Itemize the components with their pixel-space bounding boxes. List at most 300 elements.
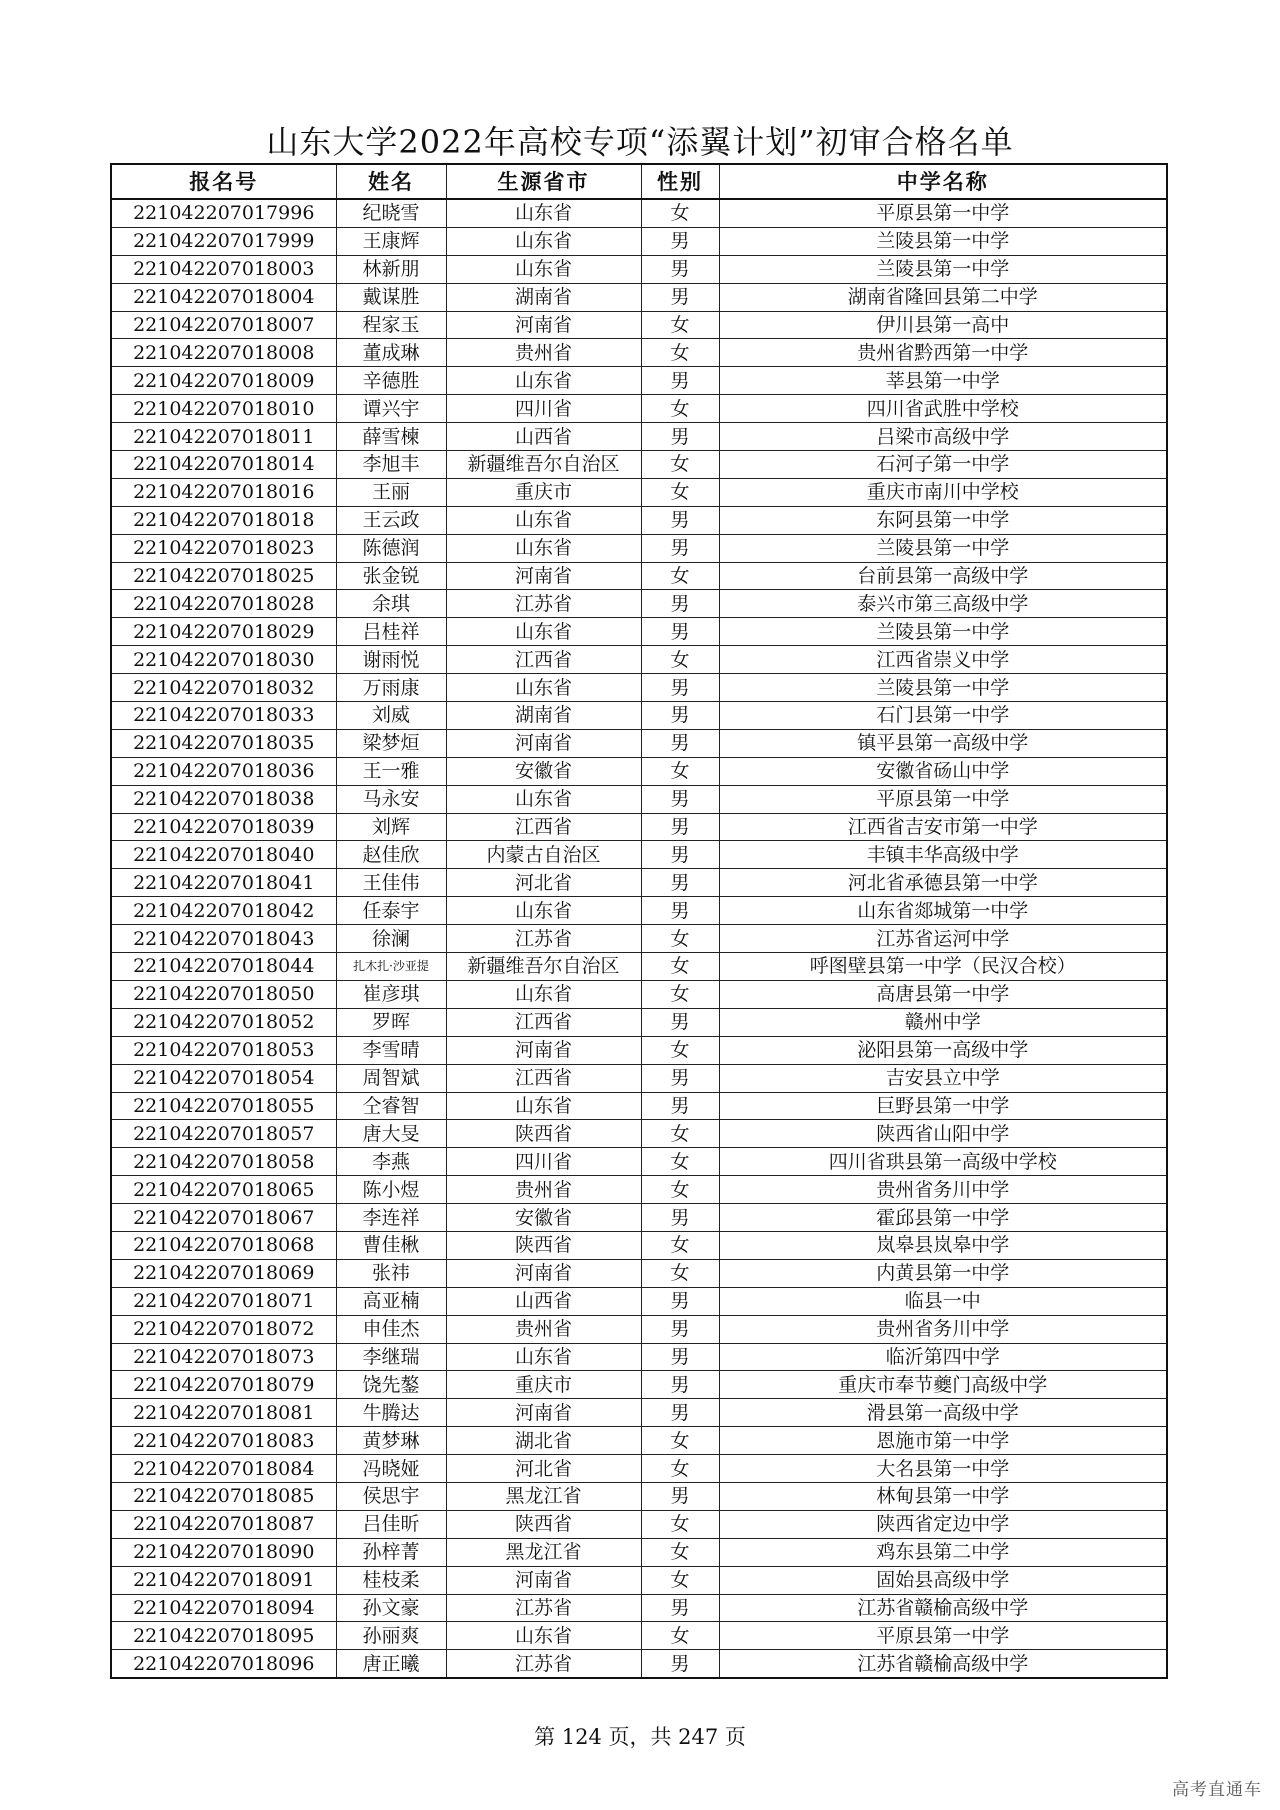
table-row xyxy=(111,1148,1167,1176)
name-cell: 申佳杰 xyxy=(336,1315,446,1343)
province-cell: 山东省 xyxy=(446,199,641,227)
gender-cell: 男 xyxy=(641,227,719,255)
school-cell: 吕梁市高级中学 xyxy=(719,423,1167,451)
registration-number-cell: 221042207018072 xyxy=(111,1315,336,1343)
gender-cell: 男 xyxy=(641,1064,719,1092)
registration-number-cell: 221042207018079 xyxy=(111,1371,336,1399)
school-cell: 大名县第一中学 xyxy=(719,1455,1167,1483)
registration-number-cell: 221042207018018 xyxy=(111,506,336,534)
table-row xyxy=(111,980,1167,1008)
name-cell: 谭兴宇 xyxy=(336,395,446,423)
gender-cell: 女 xyxy=(641,311,719,339)
name-cell: 唐大旻 xyxy=(336,1120,446,1148)
gender-cell: 男 xyxy=(641,1092,719,1120)
registration-number-cell: 221042207018029 xyxy=(111,618,336,646)
name-cell: 董成琳 xyxy=(336,339,446,367)
gender-cell: 男 xyxy=(641,1008,719,1036)
school-cell: 贵州省务川中学 xyxy=(719,1176,1167,1204)
registration-number-cell: 221042207018055 xyxy=(111,1092,336,1120)
registration-number-cell: 221042207018042 xyxy=(111,897,336,925)
registration-number-cell: 221042207018090 xyxy=(111,1538,336,1566)
school-cell: 兰陵县第一中学 xyxy=(719,674,1167,702)
name-cell: 崔彦琪 xyxy=(336,980,446,1008)
name-cell: 牛腾达 xyxy=(336,1399,446,1427)
school-cell: 重庆市奉节夔门高级中学 xyxy=(719,1371,1167,1399)
registration-number-cell: 221042207018039 xyxy=(111,813,336,841)
name-cell: 王丽 xyxy=(336,478,446,506)
table-row xyxy=(111,506,1167,534)
name-cell: 万雨康 xyxy=(336,674,446,702)
province-cell: 贵州省 xyxy=(446,1315,641,1343)
table-body xyxy=(111,199,1167,1678)
name-cell: 饶先鏊 xyxy=(336,1371,446,1399)
gender-cell: 男 xyxy=(641,1594,719,1622)
province-cell: 重庆市 xyxy=(446,478,641,506)
province-cell: 江西省 xyxy=(446,1008,641,1036)
school-cell: 滑县第一高级中学 xyxy=(719,1399,1167,1427)
province-cell: 山东省 xyxy=(446,506,641,534)
gender-cell: 女 xyxy=(641,1259,719,1287)
name-cell: 吕佳昕 xyxy=(336,1510,446,1538)
school-cell: 临县一中 xyxy=(719,1287,1167,1315)
table-row xyxy=(111,367,1167,395)
school-cell: 莘县第一中学 xyxy=(719,367,1167,395)
registration-number-cell: 221042207018081 xyxy=(111,1399,336,1427)
name-cell: 薛雪楝 xyxy=(336,423,446,451)
gender-cell: 女 xyxy=(641,199,719,227)
school-cell: 鸡东县第二中学 xyxy=(719,1538,1167,1566)
table-row xyxy=(111,618,1167,646)
name-cell: 陈德润 xyxy=(336,534,446,562)
registration-number-cell: 221042207018069 xyxy=(111,1259,336,1287)
name-cell: 王一雅 xyxy=(336,757,446,785)
school-cell: 湖南省隆回县第二中学 xyxy=(719,283,1167,311)
province-cell: 陕西省 xyxy=(446,1120,641,1148)
name-cell: 戴谋胜 xyxy=(336,283,446,311)
name-cell: 刘威 xyxy=(336,702,446,730)
gender-cell: 男 xyxy=(641,1399,719,1427)
registration-number-cell: 221042207018016 xyxy=(111,478,336,506)
province-cell: 江西省 xyxy=(446,813,641,841)
registration-number-cell: 221042207018004 xyxy=(111,283,336,311)
school-cell: 贵州省务川中学 xyxy=(719,1315,1167,1343)
registration-number-cell: 221042207018044 xyxy=(111,953,336,981)
gender-cell: 女 xyxy=(641,1510,719,1538)
gender-cell: 女 xyxy=(641,1231,719,1259)
gender-cell: 男 xyxy=(641,702,719,730)
province-cell: 陕西省 xyxy=(446,1231,641,1259)
registration-number-cell: 221042207018008 xyxy=(111,339,336,367)
province-cell: 四川省 xyxy=(446,1148,641,1176)
registration-number-cell: 221042207017996 xyxy=(111,199,336,227)
column-header-gender: 性别 xyxy=(641,164,719,199)
province-cell: 山东省 xyxy=(446,785,641,813)
school-cell: 镇平县第一高级中学 xyxy=(719,729,1167,757)
gender-cell: 女 xyxy=(641,953,719,981)
province-cell: 山东省 xyxy=(446,367,641,395)
province-cell: 湖南省 xyxy=(446,702,641,730)
column-header-registration-number: 报名号 xyxy=(111,164,336,199)
school-cell: 伊川县第一高中 xyxy=(719,311,1167,339)
province-cell: 河北省 xyxy=(446,1455,641,1483)
table-row xyxy=(111,1566,1167,1594)
registration-number-cell: 221042207018052 xyxy=(111,1008,336,1036)
registration-number-cell: 221042207018025 xyxy=(111,562,336,590)
school-cell: 石门县第一中学 xyxy=(719,702,1167,730)
table-row xyxy=(111,1510,1167,1538)
registration-number-cell: 221042207018083 xyxy=(111,1427,336,1455)
table-row xyxy=(111,1008,1167,1036)
table-row xyxy=(111,1594,1167,1622)
name-cell: 李雪晴 xyxy=(336,1036,446,1064)
table-row xyxy=(111,1287,1167,1315)
registration-number-cell: 221042207018030 xyxy=(111,646,336,674)
table-row xyxy=(111,590,1167,618)
registration-number-cell: 221042207018067 xyxy=(111,1204,336,1232)
name-cell: 刘辉 xyxy=(336,813,446,841)
province-cell: 河南省 xyxy=(446,729,641,757)
admission-list-table xyxy=(110,163,1168,1679)
school-cell: 江西省崇义中学 xyxy=(719,646,1167,674)
table-row xyxy=(111,813,1167,841)
province-cell: 湖北省 xyxy=(446,1427,641,1455)
province-cell: 山东省 xyxy=(446,255,641,283)
school-cell: 兰陵县第一中学 xyxy=(719,255,1167,283)
table-row xyxy=(111,1343,1167,1371)
province-cell: 江苏省 xyxy=(446,925,641,953)
gender-cell: 男 xyxy=(641,897,719,925)
table-row xyxy=(111,339,1167,367)
registration-number-cell: 221042207018054 xyxy=(111,1064,336,1092)
table-row xyxy=(111,562,1167,590)
table-row xyxy=(111,1622,1167,1650)
gender-cell: 男 xyxy=(641,869,719,897)
gender-cell: 男 xyxy=(641,1287,719,1315)
registration-number-cell: 221042207018007 xyxy=(111,311,336,339)
registration-number-cell: 221042207018023 xyxy=(111,534,336,562)
column-header-province: 生源省市 xyxy=(446,164,641,199)
name-cell: 李旭丰 xyxy=(336,451,446,479)
gender-cell: 女 xyxy=(641,1622,719,1650)
province-cell: 河南省 xyxy=(446,1566,641,1594)
province-cell: 山东省 xyxy=(446,1343,641,1371)
province-cell: 黑龙江省 xyxy=(446,1538,641,1566)
gender-cell: 男 xyxy=(641,1343,719,1371)
registration-number-cell: 221042207018036 xyxy=(111,757,336,785)
registration-number-cell: 221042207018071 xyxy=(111,1287,336,1315)
name-cell: 任泰宇 xyxy=(336,897,446,925)
gender-cell: 男 xyxy=(641,1315,719,1343)
registration-number-cell: 221042207018094 xyxy=(111,1594,336,1622)
province-cell: 新疆维吾尔自治区 xyxy=(446,953,641,981)
school-cell: 霍邱县第一中学 xyxy=(719,1204,1167,1232)
name-cell: 扎木扎·沙亚提 xyxy=(336,953,446,981)
school-cell: 安徽省砀山中学 xyxy=(719,757,1167,785)
school-cell: 临沂第四中学 xyxy=(719,1343,1167,1371)
province-cell: 山东省 xyxy=(446,534,641,562)
name-cell: 黄梦琳 xyxy=(336,1427,446,1455)
school-cell: 兰陵县第一中学 xyxy=(719,618,1167,646)
table-row xyxy=(111,283,1167,311)
table-row xyxy=(111,953,1167,981)
registration-number-cell: 221042207018033 xyxy=(111,702,336,730)
gender-cell: 男 xyxy=(641,841,719,869)
gender-cell: 女 xyxy=(641,339,719,367)
table-row xyxy=(111,1204,1167,1232)
name-cell: 林新朋 xyxy=(336,255,446,283)
registration-number-cell: 221042207018041 xyxy=(111,869,336,897)
table-row xyxy=(111,311,1167,339)
table-row xyxy=(111,1650,1167,1678)
gender-cell: 女 xyxy=(641,1455,719,1483)
gender-cell: 女 xyxy=(641,925,719,953)
school-cell: 高唐县第一中学 xyxy=(719,980,1167,1008)
table-row xyxy=(111,395,1167,423)
school-cell: 重庆市南川中学校 xyxy=(719,478,1167,506)
school-cell: 陕西省定边中学 xyxy=(719,1510,1167,1538)
table-row xyxy=(111,255,1167,283)
school-cell: 兰陵县第一中学 xyxy=(719,227,1167,255)
gender-cell: 男 xyxy=(641,590,719,618)
school-cell: 平原县第一中学 xyxy=(719,785,1167,813)
school-cell: 东阿县第一中学 xyxy=(719,506,1167,534)
gender-cell: 女 xyxy=(641,1036,719,1064)
registration-number-cell: 221042207018095 xyxy=(111,1622,336,1650)
registration-number-cell: 221042207018040 xyxy=(111,841,336,869)
registration-number-cell: 221042207018068 xyxy=(111,1231,336,1259)
gender-cell: 男 xyxy=(641,367,719,395)
table-row xyxy=(111,1315,1167,1343)
table-header-row xyxy=(111,164,1167,199)
registration-number-cell: 221042207017999 xyxy=(111,227,336,255)
registration-number-cell: 221042207018050 xyxy=(111,980,336,1008)
province-cell: 贵州省 xyxy=(446,339,641,367)
province-cell: 陕西省 xyxy=(446,1510,641,1538)
gender-cell: 男 xyxy=(641,283,719,311)
province-cell: 江苏省 xyxy=(446,1594,641,1622)
province-cell: 河南省 xyxy=(446,1259,641,1287)
registration-number-cell: 221042207018028 xyxy=(111,590,336,618)
table-row xyxy=(111,1092,1167,1120)
table-row xyxy=(111,841,1167,869)
name-cell: 陈小煜 xyxy=(336,1176,446,1204)
gender-cell: 男 xyxy=(641,785,719,813)
gender-cell: 男 xyxy=(641,618,719,646)
column-header-school: 中学名称 xyxy=(719,164,1167,199)
watermark: 高考直通车 xyxy=(1172,1780,1262,1800)
table-row xyxy=(111,925,1167,953)
province-cell: 江西省 xyxy=(446,646,641,674)
table-row xyxy=(111,1036,1167,1064)
registration-number-cell: 221042207018057 xyxy=(111,1120,336,1148)
table-row xyxy=(111,785,1167,813)
table-row xyxy=(111,1455,1167,1483)
column-header-name: 姓名 xyxy=(336,164,446,199)
gender-cell: 男 xyxy=(641,1650,719,1678)
gender-cell: 女 xyxy=(641,395,719,423)
school-cell: 泰兴市第三高级中学 xyxy=(719,590,1167,618)
name-cell: 仝睿智 xyxy=(336,1092,446,1120)
name-cell: 冯晓娅 xyxy=(336,1455,446,1483)
school-cell: 内黄县第一中学 xyxy=(719,1259,1167,1287)
gender-cell: 女 xyxy=(641,562,719,590)
name-cell: 余琪 xyxy=(336,590,446,618)
registration-number-cell: 221042207018010 xyxy=(111,395,336,423)
province-cell: 山西省 xyxy=(446,1287,641,1315)
province-cell: 安徽省 xyxy=(446,1204,641,1232)
table-row xyxy=(111,423,1167,451)
gender-cell: 男 xyxy=(641,423,719,451)
registration-number-cell: 221042207018091 xyxy=(111,1566,336,1594)
name-cell: 徐澜 xyxy=(336,925,446,953)
school-cell: 四川省武胜中学校 xyxy=(719,395,1167,423)
gender-cell: 女 xyxy=(641,980,719,1008)
registration-number-cell: 221042207018073 xyxy=(111,1343,336,1371)
school-cell: 平原县第一中学 xyxy=(719,1622,1167,1650)
gender-cell: 女 xyxy=(641,451,719,479)
registration-number-cell: 221042207018084 xyxy=(111,1455,336,1483)
school-cell: 河北省承德县第一中学 xyxy=(719,869,1167,897)
school-cell: 泌阳县第一高级中学 xyxy=(719,1036,1167,1064)
name-cell: 桂枝柔 xyxy=(336,1566,446,1594)
province-cell: 山东省 xyxy=(446,980,641,1008)
gender-cell: 男 xyxy=(641,1204,719,1232)
province-cell: 贵州省 xyxy=(446,1176,641,1204)
table-row xyxy=(111,478,1167,506)
province-cell: 河南省 xyxy=(446,1399,641,1427)
gender-cell: 男 xyxy=(641,255,719,283)
gender-cell: 男 xyxy=(641,534,719,562)
table-row xyxy=(111,1538,1167,1566)
registration-number-cell: 221042207018011 xyxy=(111,423,336,451)
province-cell: 黑龙江省 xyxy=(446,1482,641,1510)
name-cell: 孙丽爽 xyxy=(336,1622,446,1650)
registration-number-cell: 221042207018009 xyxy=(111,367,336,395)
school-cell: 呼图壁县第一中学（民汉合校） xyxy=(719,953,1167,981)
table-row xyxy=(111,1371,1167,1399)
school-cell: 丰镇丰华高级中学 xyxy=(719,841,1167,869)
province-cell: 山东省 xyxy=(446,1092,641,1120)
name-cell: 王云政 xyxy=(336,506,446,534)
name-cell: 高亚楠 xyxy=(336,1287,446,1315)
school-cell: 江苏省运河中学 xyxy=(719,925,1167,953)
province-cell: 山东省 xyxy=(446,618,641,646)
province-cell: 河南省 xyxy=(446,562,641,590)
table-row xyxy=(111,702,1167,730)
gender-cell: 男 xyxy=(641,1371,719,1399)
province-cell: 江苏省 xyxy=(446,1650,641,1678)
registration-number-cell: 221042207018003 xyxy=(111,255,336,283)
table-row xyxy=(111,1064,1167,1092)
name-cell: 程家玉 xyxy=(336,311,446,339)
name-cell: 侯思宇 xyxy=(336,1482,446,1510)
table-row xyxy=(111,451,1167,479)
school-cell: 台前县第一高级中学 xyxy=(719,562,1167,590)
name-cell: 李连祥 xyxy=(336,1204,446,1232)
province-cell: 四川省 xyxy=(446,395,641,423)
name-cell: 曹佳楸 xyxy=(336,1231,446,1259)
gender-cell: 男 xyxy=(641,674,719,702)
table-row xyxy=(111,199,1167,227)
gender-cell: 女 xyxy=(641,1120,719,1148)
table-row xyxy=(111,227,1167,255)
registration-number-cell: 221042207018032 xyxy=(111,674,336,702)
gender-cell: 女 xyxy=(641,1538,719,1566)
gender-cell: 女 xyxy=(641,1176,719,1204)
school-cell: 江西省吉安市第一中学 xyxy=(719,813,1167,841)
registration-number-cell: 221042207018043 xyxy=(111,925,336,953)
school-cell: 贵州省黔西第一中学 xyxy=(719,339,1167,367)
gender-cell: 女 xyxy=(641,757,719,785)
table-row xyxy=(111,1176,1167,1204)
school-cell: 江苏省赣榆高级中学 xyxy=(719,1650,1167,1678)
province-cell: 江苏省 xyxy=(446,590,641,618)
table-row xyxy=(111,869,1167,897)
name-cell: 赵佳欣 xyxy=(336,841,446,869)
school-cell: 陕西省山阳中学 xyxy=(719,1120,1167,1148)
name-cell: 孙梓菁 xyxy=(336,1538,446,1566)
province-cell: 山西省 xyxy=(446,423,641,451)
province-cell: 河南省 xyxy=(446,1036,641,1064)
province-cell: 新疆维吾尔自治区 xyxy=(446,451,641,479)
table-row xyxy=(111,534,1167,562)
province-cell: 安徽省 xyxy=(446,757,641,785)
name-cell: 马永安 xyxy=(336,785,446,813)
school-cell: 巨野县第一中学 xyxy=(719,1092,1167,1120)
registration-number-cell: 221042207018087 xyxy=(111,1510,336,1538)
table-row xyxy=(111,729,1167,757)
table-row xyxy=(111,1482,1167,1510)
table-row xyxy=(111,1399,1167,1427)
name-cell: 李继瑞 xyxy=(336,1343,446,1371)
name-cell: 谢雨悦 xyxy=(336,646,446,674)
name-cell: 辛德胜 xyxy=(336,367,446,395)
name-cell: 吕桂祥 xyxy=(336,618,446,646)
province-cell: 山东省 xyxy=(446,227,641,255)
registration-number-cell: 221042207018053 xyxy=(111,1036,336,1064)
name-cell: 唐正曦 xyxy=(336,1650,446,1678)
province-cell: 内蒙古自治区 xyxy=(446,841,641,869)
school-cell: 四川省珙县第一高级中学校 xyxy=(719,1148,1167,1176)
name-cell: 周智斌 xyxy=(336,1064,446,1092)
school-cell: 石河子第一中学 xyxy=(719,451,1167,479)
name-cell: 张金锐 xyxy=(336,562,446,590)
gender-cell: 女 xyxy=(641,1148,719,1176)
registration-number-cell: 221042207018014 xyxy=(111,451,336,479)
name-cell: 孙文豪 xyxy=(336,1594,446,1622)
province-cell: 河北省 xyxy=(446,869,641,897)
registration-number-cell: 221042207018038 xyxy=(111,785,336,813)
name-cell: 罗晖 xyxy=(336,1008,446,1036)
school-cell: 江苏省赣榆高级中学 xyxy=(719,1594,1167,1622)
province-cell: 山东省 xyxy=(446,897,641,925)
school-cell: 兰陵县第一中学 xyxy=(719,534,1167,562)
table-row xyxy=(111,674,1167,702)
gender-cell: 男 xyxy=(641,813,719,841)
school-cell: 山东省郯城第一中学 xyxy=(719,897,1167,925)
page-title: 山东大学2022年高校专项“添翼计划”初审合格名单 xyxy=(266,123,1014,161)
table-row xyxy=(111,897,1167,925)
gender-cell: 女 xyxy=(641,1427,719,1455)
registration-number-cell: 221042207018035 xyxy=(111,729,336,757)
page-footer: 第 124 页，共 247 页 xyxy=(534,1725,746,1749)
gender-cell: 女 xyxy=(641,478,719,506)
name-cell: 梁梦烜 xyxy=(336,729,446,757)
province-cell: 山东省 xyxy=(446,674,641,702)
province-cell: 湖南省 xyxy=(446,283,641,311)
school-cell: 林甸县第一中学 xyxy=(719,1482,1167,1510)
school-cell: 吉安县立中学 xyxy=(719,1064,1167,1092)
